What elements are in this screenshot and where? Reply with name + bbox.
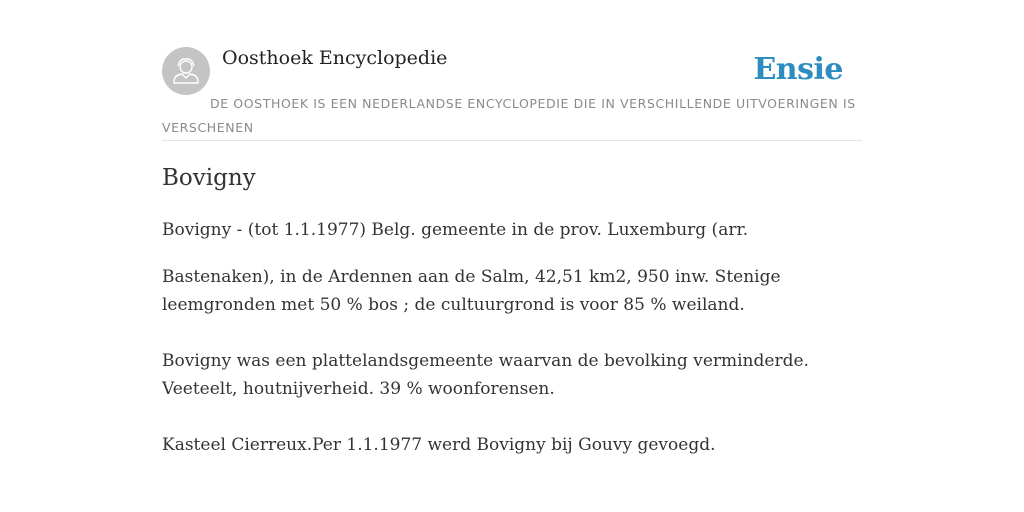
- ensie-logo[interactable]: Ensie: [753, 52, 843, 87]
- paragraph-line: Bastenaken), in de Ardennen aan de Salm, 42,51 km2, 950 inw. Stenige: [162, 267, 781, 287]
- paragraph-line: Veeteelt, houtnijverheid. 39 % woonforensen.: [162, 379, 555, 399]
- paragraph-line: Kasteel Cierreux.Per 1.1.1977 werd Bovigny bij Gouvy gevoegd.: [162, 435, 716, 455]
- paragraph-line: leemgronden met 50 % bos ; de cultuurgrond is voor 85 % weiland.: [162, 295, 745, 315]
- paragraph-line: Bovigny was een plattelandsgemeente waarvan de bevolking verminderde.: [162, 351, 809, 371]
- source-header: [162, 46, 862, 141]
- paragraph-line: Bovigny - (tot 1.1.1977) Belg. gemeente in de prov. Luxemburg (arr.: [162, 220, 749, 240]
- source-name[interactable]: Oosthoek Encyclopedie: [222, 47, 448, 69]
- article-title: Bovigny: [162, 165, 256, 191]
- article: [162, 160, 862, 459]
- article-paragraph: [162, 263, 862, 319]
- user-avatar-icon[interactable]: [162, 47, 210, 95]
- source-description: DE OOSTHOEK IS EEN NEDERLANDSE ENCYCLOPEDIE DIE IN VERSCHILLENDE UITVOERINGEN IS VERSCHENEN: [162, 96, 856, 135]
- article-paragraph: [162, 347, 862, 403]
- person-outline-icon: [162, 47, 210, 95]
- article-paragraph: [162, 431, 862, 459]
- article-paragraph: [162, 216, 862, 244]
